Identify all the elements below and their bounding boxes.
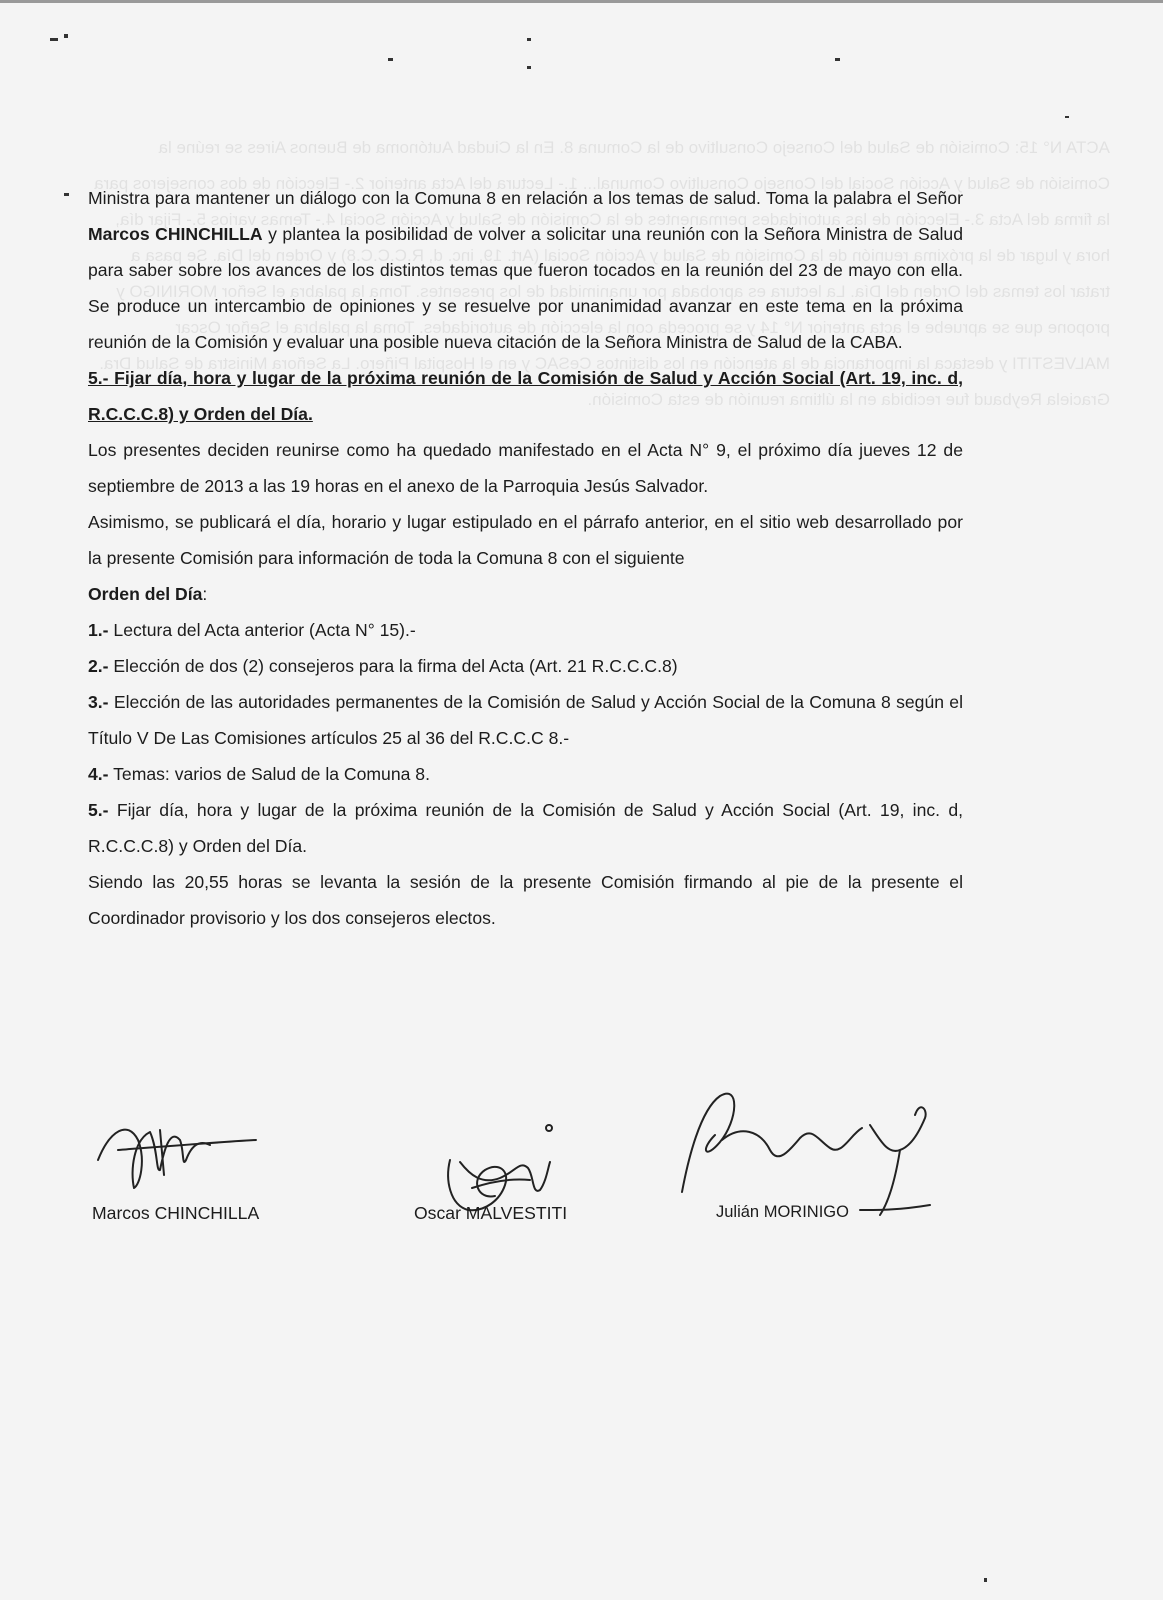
person-name-bold: Marcos CHINCHILLA	[88, 224, 263, 244]
agenda-item	[88, 756, 963, 792]
agenda-item-number: 3.-	[88, 692, 109, 712]
agenda-item-number: 1.-	[88, 620, 109, 640]
margin-mark	[64, 193, 69, 196]
signatory-name-2: Oscar MALVESTITI	[414, 1203, 568, 1223]
paragraph-closing: Siendo las 20,55 horas se levanta la sesión de la presente Comisión firmando al pie de la presente el Coordinador provisorio y los dos consejeros electos.	[88, 872, 963, 928]
agenda-item-text: Elección de dos (2) consejeros para la firma del Acta (Art. 21 R.C.C.C.8)	[108, 656, 678, 676]
scan-speck	[0, 0, 1163, 3]
scan-speck	[527, 38, 531, 41]
document-body	[88, 180, 963, 936]
agenda-item-text: Lectura del Acta anterior (Acta N° 15).-	[108, 620, 416, 640]
signatory-name-1: Marcos CHINCHILLA	[92, 1203, 260, 1223]
paragraph-publication	[88, 504, 963, 576]
orden-del-dia-label: Orden del Día	[88, 584, 203, 604]
agenda-item-number: 4.-	[88, 764, 109, 784]
agenda-item	[88, 792, 963, 864]
bleed-through-text: ACTA N° 15: Comisión de Salud del Consejo Consultivo de la Comuna 8. En la Ciudad Autónoma de Buenos Aires se reúne la Comisión de Salud y Acción Social del Consejo Consultivo Comunal... 1.- Lectura del Acta anterior 2.- Elección de dos consejeros para la firma del Acta 3.- Elección de las autoridades permanentes de la Comisión de Salud y Acción Social 4.- Temas varios 5.- Fijar día, hora y lugar de la próxima reunión de la Comisión de Salud y Acción Social (Art. 19, inc. d, R.C.C.C.8) y Orden del Día. Se pasa a tratar los temas del Orden del Día. La lectura es aprobada por unanimidad de los presentes. Toma la palabra el Señor MORINIGO y propone que se apruebe el acta anterior N° 14 y se proceda con la elección de autoridades. Toma la palabra el Señor Oscar MALVESTITI y destaca la importancia de la atención en los distintos CeSAC y en el Hospital Piñero. La Señora Ministra de Salud Dra. Graciela Reybaud fue recibida en la última reunión de esta Comisión.	[94, 138, 1110, 409]
scan-speck	[527, 66, 531, 69]
paragraph-ministra	[88, 180, 963, 360]
section-heading-5: 5.- Fijar día, hora y lugar de la próxima reunión de la Comisión de Salud y Acción Social (Art. 19, inc. d, R.C.C.C.8) y Orden del Día.	[88, 368, 963, 424]
agenda-item-text: Elección de las autoridades permanentes de la Comisión de Salud y Acción Social de la Comuna 8 según el Título V De Las Comisiones artículos 25 al 36 del R.C.C.C 8.-	[88, 692, 963, 748]
scan-speck	[388, 58, 393, 61]
agenda-item	[88, 684, 963, 756]
paragraph-meeting-date: Los presentes deciden reunirse como ha quedado manifestado en el Acta N° 9, el próximo día jueves 12 de septiembre de 2013 a las 19 horas en el anexo de la Parroquia Jesús Salvador.	[88, 440, 963, 496]
p3-text: Asimismo, se publicará el día, horario y lugar estipulado en el párrafo anterior, en el sitio web desarrollado por la presente Comisión para información de toda la Comuna 8 con el siguiente	[88, 512, 963, 568]
agenda-item-text: Fijar día, hora y lugar de la próxima reunión de la Comisión de Salud y Acción Social (Art. 19, inc. d, R.C.C.C.8) y Orden del Día.	[88, 800, 963, 856]
agenda-item-text: Temas: varios de Salud de la Comuna 8.	[108, 764, 430, 784]
orden-del-dia-label-line	[88, 576, 963, 612]
agenda-item-number: 2.-	[88, 656, 109, 676]
scan-speck	[1065, 116, 1069, 118]
p1-text-a: Ministra para mantener un diálogo con la Comuna 8 en relación a los temas de salud. Toma la palabra el Señor	[88, 188, 963, 208]
signatory-name-3: Julián MORINIGO	[716, 1203, 849, 1221]
agenda-item	[88, 648, 963, 684]
scan-speck	[835, 58, 840, 61]
p1-text-c: y plantea la posibilidad de volver a solicitar una reunión con la Señora Ministra de Salud para saber sobre los avances de los distintos temas que fueron tocados en la reunión del 23 de mayo con ella. Se produce un intercambio de opiniones y se resuelve por unanimidad avanzar en este tema en la próxima reunión de la Comisión y evaluar una posible nueva citación de la Señora Ministra de Salud de la CABA.	[88, 224, 963, 352]
scan-speck	[50, 38, 58, 41]
scan-speck	[64, 34, 68, 38]
scan-speck	[984, 1578, 987, 1582]
agenda-item-number: 5.-	[88, 800, 109, 820]
agenda-item	[88, 612, 963, 648]
orden-colon: :	[202, 584, 208, 604]
